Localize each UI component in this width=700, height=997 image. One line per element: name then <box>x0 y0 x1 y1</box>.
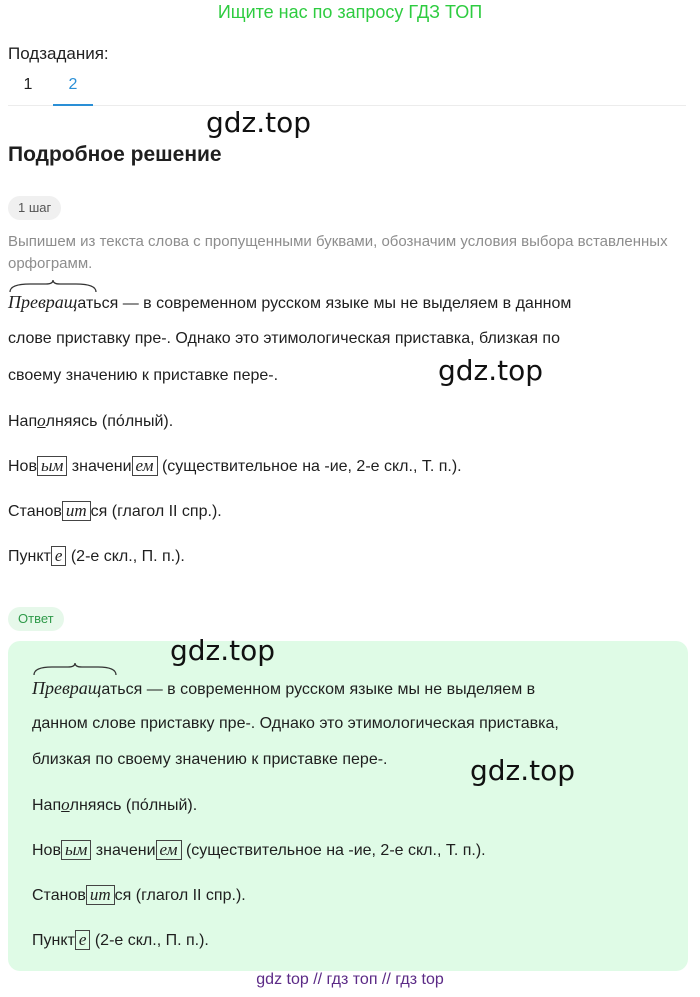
text-part: значени <box>71 458 132 475</box>
tab-subtask-2[interactable]: 2 <box>53 76 93 106</box>
ending-box: ит <box>86 885 115 905</box>
root-arc-icon <box>32 663 118 677</box>
solution-line-1 <box>8 292 571 313</box>
step-intro: Выпишем из текста слова с пропущенными буквами, обозначим условия выбора вставленных орфограмм. <box>8 233 668 272</box>
tab-subtask-1[interactable]: 1 <box>23 76 33 93</box>
solution-line-2: слове приставку пре-. Однако это этимологическая приставка, близкая по <box>8 330 560 347</box>
text-part: лный). <box>124 413 174 430</box>
solution-novym <box>8 456 462 476</box>
root-word: Превращ <box>32 678 102 698</box>
answer-napolnyayas <box>32 795 197 815</box>
solution-line-3: своему значению к приставке пере-. <box>8 367 279 384</box>
footer-links[interactable]: gdz top // гдз топ // гдз top <box>256 971 444 988</box>
answer-punkte <box>32 930 209 950</box>
text-part: Нов <box>32 842 61 859</box>
solution-napolnyayas <box>8 411 173 431</box>
ending-box: ем <box>132 456 158 476</box>
ending-box: ым <box>61 840 91 860</box>
ending-box: е <box>51 546 67 566</box>
text-part: лняясь (п <box>69 797 140 814</box>
text-part: Нов <box>8 458 37 475</box>
answer-text: аться — в современном русском языке мы не выделяем в <box>101 681 536 698</box>
text-part: Станов <box>8 503 62 520</box>
text-part: (существительное на -ие, 2-е скл., Т. п.). <box>185 842 486 859</box>
ending-box: ит <box>62 501 91 521</box>
text-part: (2-е скл., П. п.). <box>94 932 209 949</box>
answer-stanovitsya <box>32 885 246 905</box>
subtask-tabs <box>8 68 686 106</box>
ending-box: ем <box>156 840 182 860</box>
vowel-mark: о <box>61 795 70 814</box>
answer-novym <box>32 840 486 860</box>
watermark: gdz.top <box>206 106 312 139</box>
search-banner: Ищите нас по запросу ГДЗ ТОП <box>217 2 483 22</box>
solution-text: аться — в современном русском языке мы не выделяем в данном <box>77 295 572 312</box>
text-part: лный). <box>148 797 198 814</box>
solution-stanovitsya <box>8 501 222 521</box>
text-part: Пункт <box>32 932 75 949</box>
watermark: gdz.top <box>438 354 544 387</box>
answer-line-2: данном слове приставку пре-. Однако это этимологическая приставка, <box>32 715 559 732</box>
root-word: Превращ <box>8 292 78 312</box>
watermark: gdz.top <box>170 634 276 667</box>
text-part: ся (глагол II спр.). <box>114 887 246 904</box>
stressed-vowel: о́ <box>139 797 149 814</box>
watermark: gdz.top <box>470 754 576 787</box>
subtasks-label: Подзадания: <box>8 44 109 63</box>
text-part: значени <box>95 842 156 859</box>
ending-box: е <box>75 930 91 950</box>
answer-badge: Ответ <box>8 607 64 631</box>
answer-line-3: близкая по своему значению к приставке пере-. <box>32 751 388 768</box>
text-part: (существительное на -ие, 2-е скл., Т. п.). <box>161 458 462 475</box>
answer-line-1 <box>32 678 535 699</box>
stressed-vowel: о́ <box>115 413 125 430</box>
section-title: Подробное решение <box>8 143 222 166</box>
text-part: лняясь (п <box>45 413 116 430</box>
solution-punkte <box>8 546 185 566</box>
text-part: Станов <box>32 887 86 904</box>
text-part: ся (глагол II спр.). <box>90 503 222 520</box>
text-part: Нап <box>32 797 62 814</box>
vowel-mark: о <box>37 411 46 430</box>
step-badge: 1 шаг <box>8 196 61 220</box>
text-part: Пункт <box>8 548 51 565</box>
ending-box: ым <box>37 456 67 476</box>
text-part: Нап <box>8 413 38 430</box>
text-part: (2-е скл., П. п.). <box>70 548 185 565</box>
